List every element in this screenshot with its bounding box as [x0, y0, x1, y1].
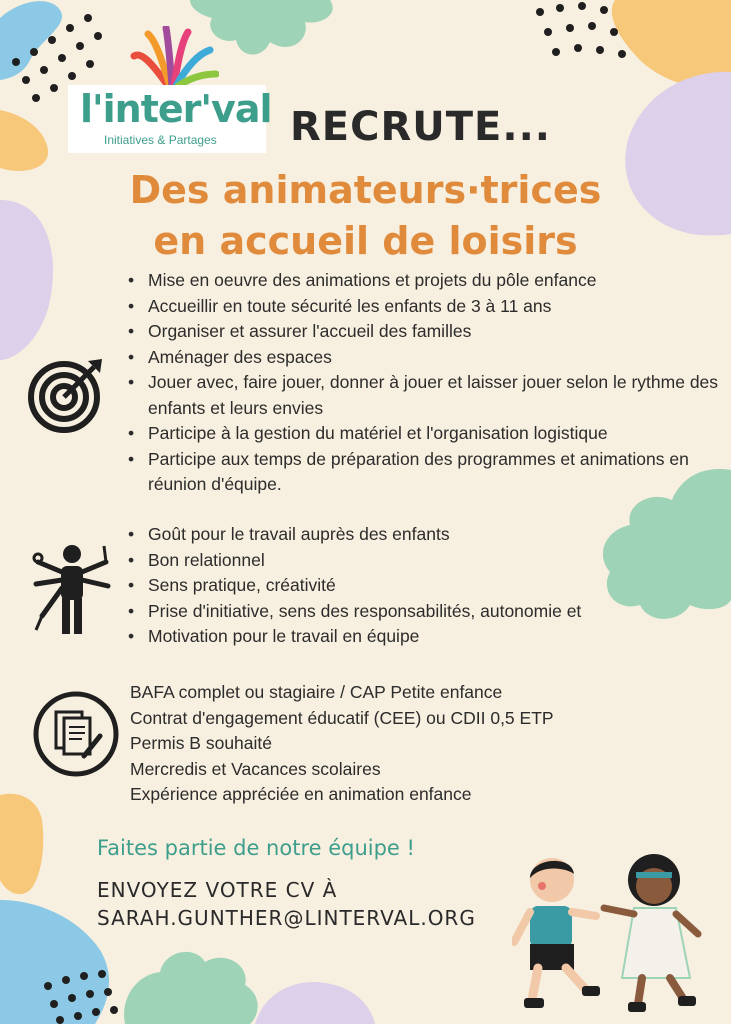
- quality-item: • Prise d'initiative, sens des responsabilités, autonomie et: [126, 599, 686, 625]
- logo: [68, 85, 272, 153]
- mission-item: • Participe aux temps de préparation des programmes et animations en réunion d'équipe.: [126, 447, 731, 498]
- quality-item: • Bon relationnel: [126, 548, 686, 574]
- headline: RECRUTE...: [290, 104, 551, 150]
- qualities-list: [126, 522, 686, 650]
- logo-name: l'inter'val: [80, 87, 272, 131]
- quality-item: • Sens pratique, créativité: [126, 573, 686, 599]
- condition-item: Mercredis et Vacances scolaires: [130, 758, 381, 779]
- condition-item: BAFA complet ou stagiaire / CAP Petite enfance: [130, 682, 503, 702]
- yellow-blob-bottom-left: [0, 794, 43, 894]
- mission-item: • Aménager des espaces: [126, 345, 731, 371]
- call-to-action: Faites partie de notre équipe !: [97, 836, 415, 860]
- missions-list: [126, 268, 731, 498]
- mint-leaf-bottom: [124, 952, 258, 1024]
- contact-email[interactable]: SARAH.GUNTHER@LINTERVAL.ORG: [97, 906, 476, 930]
- contact-block: [97, 876, 476, 932]
- logo-feather-icon: [124, 26, 219, 90]
- mission-item: • Accueillir en toute sécurité les enfants de 3 à 11 ans: [126, 294, 731, 320]
- condition-item: Contrat d'engagement éducatif (CEE) ou CDII 0,5 ETP: [130, 707, 554, 728]
- logo-tagline: Initiatives & Partages: [104, 133, 217, 147]
- boy-figure: [514, 858, 600, 1008]
- condition-item: Permis B souhaité: [130, 733, 273, 753]
- conditions-list: [130, 680, 650, 808]
- mission-item: • Participe à la gestion du matériel et l'organisation logistique: [126, 421, 731, 447]
- children-illustration: [512, 850, 722, 1020]
- yellow-blob-left: [0, 110, 48, 171]
- quality-item: • Goût pour le travail auprès des enfants: [126, 522, 686, 548]
- mission-item: • Mise en oeuvre des animations et projets du pôle enfance: [126, 268, 731, 294]
- quality-item: • Motivation pour le travail en équipe: [126, 624, 686, 650]
- condition-item: Expérience appréciée en animation enfance: [130, 784, 472, 804]
- lavender-blob-bottom: [255, 982, 375, 1024]
- mission-item: • Organiser et assurer l'accueil des familles: [126, 319, 731, 345]
- girl-figure: [604, 854, 698, 1012]
- documents-icon: [32, 690, 120, 778]
- multitasking-person-icon: [32, 540, 112, 636]
- title-line-2: en accueil de loisirs: [153, 219, 578, 263]
- mission-item: • Jouer avec, faire jouer, donner à jouer et laisser jouer selon le rythme des enfants et leurs envies: [126, 370, 731, 421]
- send-cv-line: ENVOYEZ VOTRE CV À: [97, 878, 338, 902]
- target-icon: [26, 355, 106, 435]
- title-line-1: Des animateurs·trices: [129, 168, 602, 212]
